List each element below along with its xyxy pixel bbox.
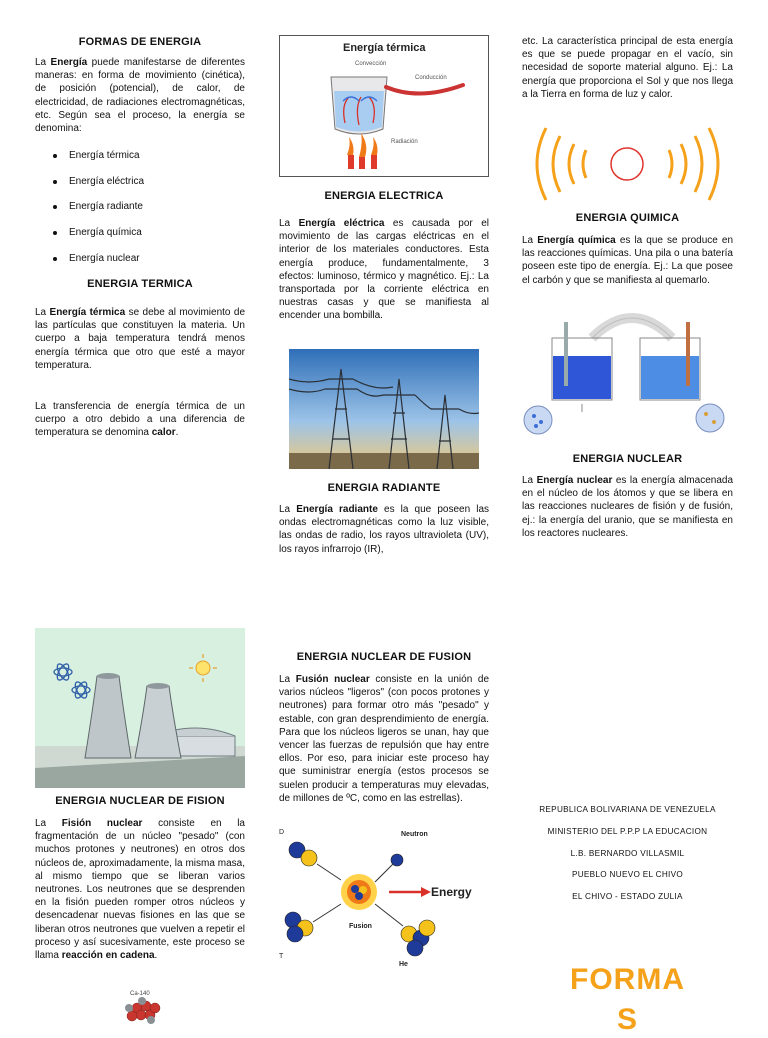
fission-molecule-illustration bbox=[115, 986, 195, 1024]
colophon-line: REPUBLICA BOLIVARIANA DE VENEZUELA bbox=[539, 805, 716, 814]
neutron-label: Neutron bbox=[401, 831, 428, 838]
helium-label: He bbox=[399, 961, 408, 968]
nuclear-plant-illustration bbox=[35, 628, 245, 788]
radiante-continued: etc. La característica principal de esta energía es que se puede propagar en el vacío, sin necesidad de soporte material alguno. Ej.: La energía que proporciona el Sol y que nos llega a la Tierra en forma de luz y calor. bbox=[522, 36, 733, 100]
figure-title: Energía térmica bbox=[343, 42, 426, 54]
quimica-paragraph: La Energía química es la que se produce en las reacciones químicas. Una pila o una batería poseen este tipo de energía. Ej.: La que posee el carbón y que se manifiesta al quemarlo. bbox=[522, 235, 734, 286]
radiant-waves-illustration bbox=[522, 120, 733, 208]
colophon-line: PUEBLO NUEVO EL CHIVO bbox=[571, 870, 684, 880]
radiante-title: ENERGIA RADIANTE bbox=[327, 482, 441, 494]
nuclear-paragraph: La Energía nuclear es la energía almacenada en el núcleo de los átomos y que se libera en las reacciones nucleares de fisión y de fusión, ej.: la energía del uranio, que se manifiesta en los reactores nucleares. bbox=[522, 475, 734, 539]
formas-title: FORMAS DE ENERGIA bbox=[78, 36, 202, 48]
termica-paragraph-1: La Energía térmica se debe al movimiento de las partículas que constituyen la materia. Un cuerpo a baja temperatura tendrá menos energía térmica que otro que esté a mayor temperatura. bbox=[35, 307, 246, 371]
power-lines-photo bbox=[289, 349, 479, 469]
energy-types-list bbox=[35, 150, 245, 278]
deuterium-label: D bbox=[279, 829, 285, 836]
formas-paragraph: La Energía puede manifestarse de diferentes maneras: en forma de movimiento (cinética), de posición (potencial), de calor, de electricidad, de radiaciones electromagnéticas, etc. Según sea el proceso, la energía se denomina: bbox=[35, 57, 245, 135]
electrica-title: ENERGIA ELECTRICA bbox=[324, 190, 444, 202]
colophon-line: EL CHIVO - ESTADO ZULIA bbox=[572, 892, 683, 902]
colophon-line: L.B. BERNARDO VILLASMIL bbox=[570, 848, 685, 858]
cover-title: FORMA bbox=[570, 963, 685, 996]
radiante-paragraph: La Energía radiante es la que poseen las ondas electromagnéticas como la luz visible, las ondas de radio, los rayos ultravioleta (UV), los rayos infrarrojo (IR), bbox=[279, 504, 490, 555]
convection-label: Convección bbox=[355, 61, 387, 67]
energy-label: Energy bbox=[431, 885, 472, 899]
list-item: Energía química bbox=[35, 227, 245, 253]
termica-title: ENERGIA TERMICA bbox=[87, 278, 193, 290]
colophon-line: MINISTERIO DEL P.P.P LA EDUCACION bbox=[547, 826, 708, 836]
list-item: Energía nuclear bbox=[35, 253, 245, 279]
fusion-paragraph: La Fusión nuclear consiste en la unión de varios núcleos "ligeros" (con pocos protones y neutrones) para formar otro más "pesado" y estable, con gran desprendimiento de energía. Para que los núcleos ligeros se unan, hay que vencer las fuerzas de repulsión que hay entre ellos. Por eso, para iniciar este proceso hay que suministrar energía (estos procesos se suelen producir a temperaturas muy elevadas, de millones de ºC, como en las estrellas). bbox=[279, 674, 489, 804]
fision-title: ENERGIA NUCLEAR DE FISION bbox=[55, 795, 225, 807]
list-item: Energía radiante bbox=[35, 201, 245, 227]
conduction-label: Conducción bbox=[415, 75, 447, 81]
fusion-diagram bbox=[279, 824, 489, 974]
cover-title-2: S bbox=[616, 1003, 638, 1036]
radiation-label: Radiación bbox=[391, 139, 418, 145]
fusion-label: Fusion bbox=[349, 923, 372, 930]
list-item: Energía eléctrica bbox=[35, 176, 245, 202]
termica-paragraph-2: La transferencia de energía térmica de un cuerpo a otro debido a una diferencia de temperatura se denomina calor. bbox=[35, 401, 245, 439]
fusion-title: ENERGIA NUCLEAR DE FUSION bbox=[296, 651, 472, 663]
fision-paragraph: La Fisión nuclear consiste en la fragmentación de un núcleo "pesado" (con muchos protones y neutrones) en otros dos núcleos de, aproximadamente, la misma masa, al mismo tiempo que se liberan varios neutrones. Los neutrones que se desprenden en la fisión pueden romper otros núcleos y desencadenar nuevas fisiones en las que se liberan otros neutrones que vuelven a repetir el proceso y así sucesivamente, este proceso se llama reacción en cadena. bbox=[35, 818, 245, 962]
electrochemical-cell-illustration bbox=[522, 308, 733, 448]
ca-label: Ca-140 bbox=[130, 991, 150, 997]
electrica-paragraph: La Energía eléctrica es causada por el movimiento de las cargas eléctricas en el interior de los materiales conductores. Esta energía produce, fundamentalmente, 3 efectos: luminoso, térmico y magnético. Ej.: La transportada por la corriente eléctrica en nuestras casas y que se manifiesta al encender una bombilla. bbox=[279, 218, 489, 322]
quimica-title: ENERGIA QUIMICA bbox=[575, 212, 680, 224]
thermal-energy-figure bbox=[279, 35, 489, 177]
nuclear-title: ENERGIA NUCLEAR bbox=[572, 453, 683, 465]
tritium-label: T bbox=[279, 953, 284, 960]
list-item: Energía térmica bbox=[35, 150, 245, 176]
colophon bbox=[522, 805, 733, 914]
